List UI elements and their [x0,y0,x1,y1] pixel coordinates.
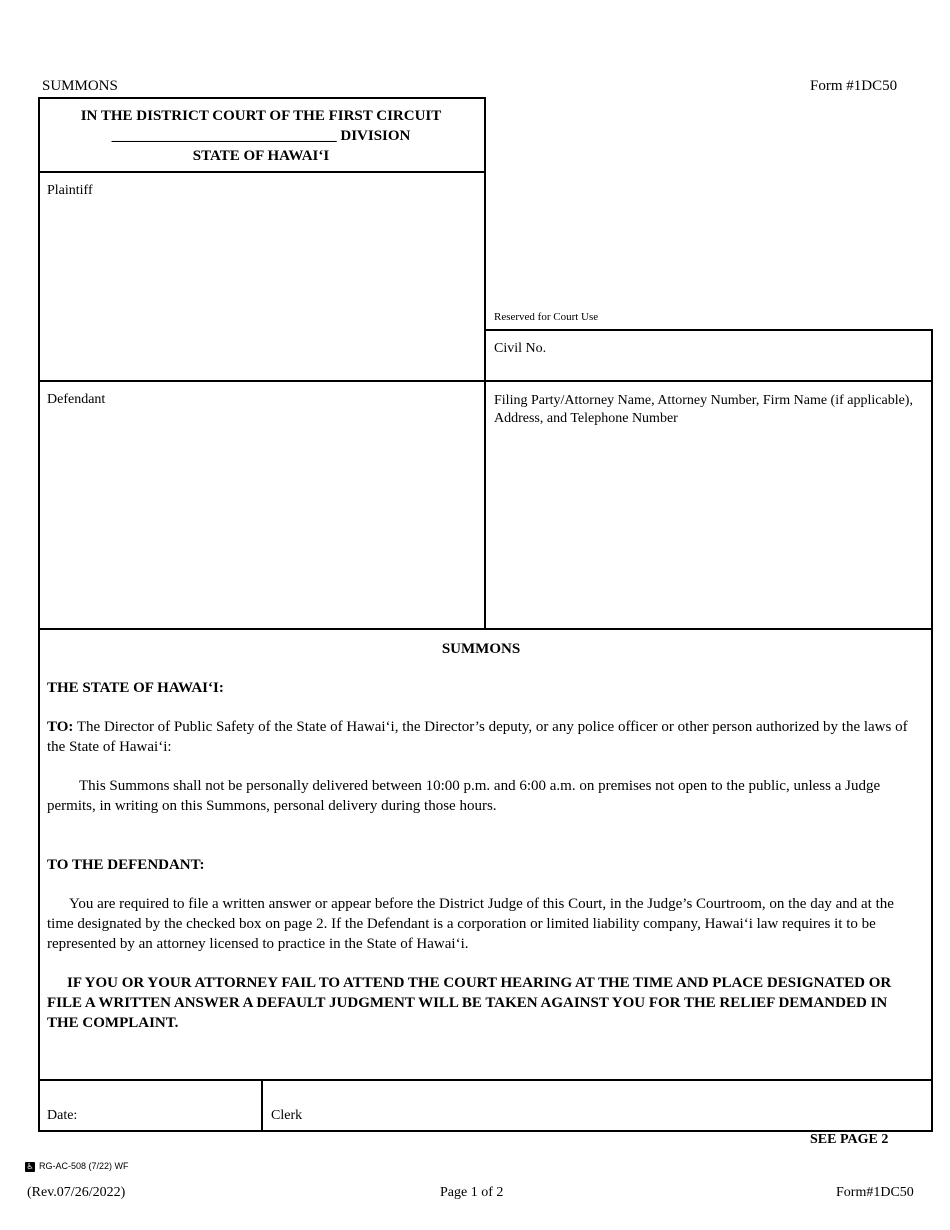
see-page-note: SEE PAGE 2 [810,1132,889,1147]
plaintiff-box-bottom [38,380,933,382]
court-division-line: ______________________________ DIVISION [111,128,411,144]
default-warning: IF YOU OR YOUR ATTORNEY FAIL TO ATTEND THE COURT HEARING AT THE TIME AND PLACE DESIGNATED OR FILE A WRITTEN ANSWER A DEFAULT JUDGMENT WILL BE TAKEN AGAINST YOU FOR THE RELIEF DEMANDED IN THE COMPLAINT. [47,975,892,1031]
court-state-line: STATE OF HAWAI‘I [192,148,330,164]
signature-row-top [38,1079,933,1081]
defendant-label: Defendant [47,392,106,407]
defendant-paragraph: You are required to file a written answer or appear before the District Judge of this Court, in the Judge’s Courtroom, on the day and at the time designated by the checked box on page 2. If the Defendant is a corporation or limited liability company, Hawai‘i law requires it to be represented by an attorney licensed to practice in the State of Hawai‘i. [47,896,894,952]
to-text: The Director of Public Safety of the State of Hawai‘i, the Director’s deputy, or any police officer or other person authorized by the laws of the State of Hawai‘i: [47,719,908,755]
accessibility-icon: ♿ [26,1161,34,1171]
to-paragraph [47,717,915,757]
reserved-court-use-label: Reserved for Court Use [494,311,599,323]
doc-type-label: SUMMONS [42,78,118,94]
rg-code: RG-AC-508 (7/22) WF [39,1161,129,1171]
filing-party-label: Filing Party/Attorney Name, Attorney Number, Firm Name (if applicable), Address, and Telephone Number [494,393,913,426]
summons-title: SUMMONS [441,641,521,657]
form-number: Form #1DC50 [810,78,898,94]
plaintiff-label: Plaintiff [47,183,93,198]
to-label: TO: [47,719,74,735]
court-heading [38,106,484,166]
civil-box-top [484,329,933,331]
date-label: Date: [47,1108,78,1123]
defendant-box-bottom [38,628,933,630]
state-heading: THE STATE OF HAWAI‘I: [47,680,224,696]
signature-divider [261,1079,263,1131]
revision-date: (Rev.07/26/2022) [27,1185,126,1200]
right-border [931,329,933,1131]
delivery-paragraph: This Summons shall not be personally delivered between 10:00 p.m. and 6:00 a.m. on premises not open to the public, unless a Judge permits, in writing on this Summons, personal delivery during those hours. [47,778,881,814]
caption-middle-border [484,97,486,629]
caption-top-border [38,97,485,99]
clerk-label: Clerk [271,1108,303,1123]
form-bottom-border [38,1130,933,1132]
page-number: Page 1 of 2 [440,1185,504,1200]
court-line-1: IN THE DISTRICT COURT OF THE FIRST CIRCUIT [80,108,442,124]
defendant-heading: TO THE DEFENDANT: [47,857,205,873]
civil-no-label: Civil No. [494,341,547,356]
footer-form-number: Form#1DC50 [836,1185,914,1200]
rg-code-line [25,1161,129,1172]
court-box-bottom [38,171,485,173]
caption-left-border [38,97,40,1131]
